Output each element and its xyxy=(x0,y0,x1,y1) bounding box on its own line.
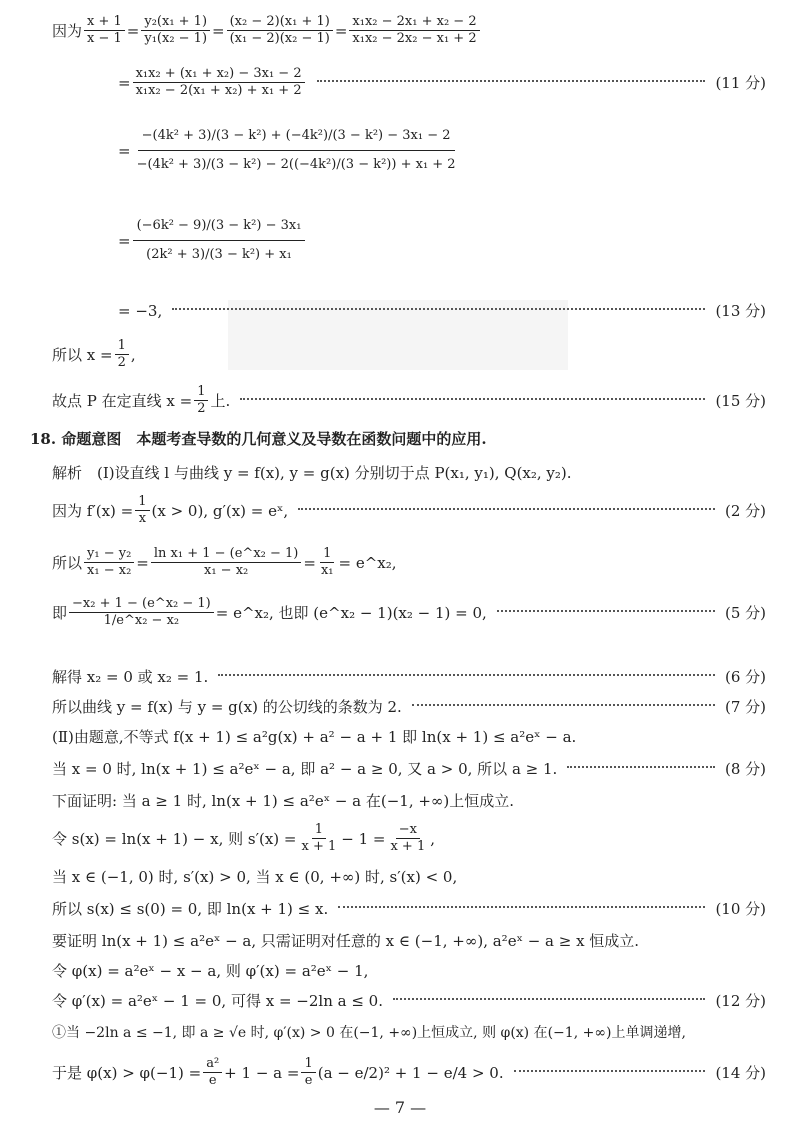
eq-line-17: 下面证明: 当 a ≥ 1 时, ln(x + 1) ≤ a²eˣ − a 在(−1, +∞)上恒成立. xyxy=(52,792,515,810)
score-label: (13 分) xyxy=(715,302,766,320)
fraction: $\frac{1}{\text{x₁}}$ xyxy=(320,546,334,579)
eq-line-10: 因为 f′(x) = $\frac{1}{x}$ (x > 0), g′(x) = eˣ, (2 分) xyxy=(52,494,766,527)
dot-leader xyxy=(172,308,705,310)
fraction: $\frac{\text{(−6k² − 9)/(3 − k²) − 3x₁}}{\text{(2k² + 3)/(3 − k²) + x₁}}$ xyxy=(133,212,306,270)
eq-line-3: = $\frac{\text{−(4k² + 3)/(3 − k²) + (−4k²)/(3 − k²) − 3x₁ − 2}}{\text{−(4k² + 3)/(3 − k²) − 2((−4k²)/(3 − k²)) + x₁ + 2}}$ xyxy=(0,122,800,180)
dot-leader xyxy=(218,674,715,676)
eq-line-5: = −3, (13 分) xyxy=(118,301,766,320)
eq-line-6: 所以 x = $\frac{1}{2}$ , xyxy=(52,338,136,371)
dot-leader xyxy=(497,610,715,612)
fraction: $\frac{1}{e}$ xyxy=(301,1056,315,1090)
score-label: (5 分) xyxy=(724,604,766,623)
fraction: $\frac{x + 1}{x - 1}$ xyxy=(84,14,125,48)
problem-18-header: 18. 命题意图 本题考查导数的几何意义及导数在函数问题中的应用. xyxy=(30,430,487,448)
fraction: $\frac{\text{(x₂ − 2)(x₁ + 1)}}{\text{(x₁ − 2)(x₂ − 1)}}$ xyxy=(227,14,333,48)
eq-line-18: 令 s(x) = ln(x + 1) − x, 则 s′(x) = $\frac{1}{x + 1}$ − 1 = $\frac{-x}{x + 1}$ , xyxy=(52,822,436,855)
eq-line-13: 解得 x₂ = 0 或 x₂ = 1. (6 分) xyxy=(52,668,766,686)
score-label: (6 分) xyxy=(724,668,766,686)
score-label: (2 分) xyxy=(724,502,766,521)
dot-leader xyxy=(514,1070,706,1072)
fraction: $\frac{\text{x₁x₂ + (x₁ + x₂) − 3x₁ − 2}}{\text{x₁x₂ − 2(x₁ + x₂) + x₁ + 2}}$ xyxy=(133,66,305,100)
eq-line-25: 于是 φ(x) > φ(−1) = $\frac{\text{a²}}{e}$ + 1 − a = $\frac{1}{e}$ (a − e/2)² + 1 − e/4 > 0. (14 分) xyxy=(52,1056,766,1089)
fraction: $\frac{\text{y₁ − y₂}}{\text{x₁ − x₂}}$ xyxy=(84,546,134,580)
eq-line-4: = $\frac{\text{(−6k² − 9)/(3 − k²) − 3x₁}}{\text{(2k² + 3)/(3 − k²) + x₁}}$ xyxy=(0,212,800,270)
dot-leader xyxy=(240,398,705,400)
dot-leader xyxy=(412,704,715,706)
eq-line-12: 即 $\frac{\text{−x₂ + 1 − (e\textasciicircum{}x₂ − 1)}}{\text{1/e\textasciicircum{}x₂ − x₂}}$ = e^x₂, 也即 (e^x₂ − 1)(x₂ − 1) = 0, (5 分) xyxy=(52,596,766,629)
fraction: $\frac{\text{a²}}{e}$ xyxy=(203,1056,222,1090)
score-label: (11 分) xyxy=(715,74,766,93)
eq-line-15: (Ⅱ)由题意,不等式 f(x + 1) ≤ a²g(x) + a² − a + 1 即 ln(x + 1) ≤ a²eˣ − a. xyxy=(52,728,577,746)
fraction: $\frac{\text{ln x₁ + 1 − (e\textasciicircum{}x₂ − 1)}}{\text{x₁ − x₂}}$ xyxy=(151,546,302,580)
fraction: $\frac{\text{−x₂ + 1 − (e\textasciicircum{}x₂ − 1)}}{\text{1/e\textasciicircum{}x₂ − x₂}}$ xyxy=(69,596,214,630)
fraction: $\frac{-x}{x + 1}$ xyxy=(390,822,426,855)
fraction: $\frac{1}{x + 1}$ xyxy=(301,822,337,855)
dot-leader xyxy=(393,998,705,1000)
eq-line-16: 当 x = 0 时, ln(x + 1) ≤ a²eˣ − a, 即 a² − a ≥ 0, 又 a > 0, 所以 a ≥ 1. (8 分) xyxy=(52,760,766,778)
score-label: (8 分) xyxy=(724,760,766,778)
page-number: — 7 — xyxy=(373,1098,427,1117)
fraction: $\frac{\text{x₁x₂ − 2x₁ + x₂ − 2}}{\text{x₁x₂ − 2x₂ − x₁ + 2}}$ xyxy=(349,14,479,48)
score-label: (15 分) xyxy=(715,392,766,411)
fraction: $\frac{1}{2}$ xyxy=(194,384,208,418)
fraction: $\frac{\text{y₂(x₁ + 1)}}{\text{y₁(x₂ − 1)}}$ xyxy=(141,14,210,48)
dot-leader xyxy=(567,766,715,768)
eq-line-24: ①当 −2ln a ≤ −1, 即 a ≥ √e 时, φ′(x) > 0 在(−1, +∞)上恒成立, 则 φ(x) 在(−1, +∞)上单调递增, xyxy=(52,1025,686,1041)
eq-line-21: 要证明 ln(x + 1) ≤ a²eˣ − a, 只需证明对任意的 x ∈ (−1, +∞), a²eˣ − a ≥ x 恒成立. xyxy=(52,932,640,950)
dot-leader xyxy=(338,906,705,908)
analysis-line: 解析 (Ⅰ)设直线 l 与曲线 y = f(x), y = g(x) 分别切于点 P(x₁, y₁), Q(x₂, y₂). xyxy=(52,464,572,482)
dot-leader xyxy=(317,80,706,82)
dot-leader xyxy=(298,508,715,510)
eq-line-7: 故点 P 在定直线 x = $\frac{1}{2}$ 上. (15 分) xyxy=(52,384,766,417)
eq-line-22: 令 φ(x) = a²eˣ − x − a, 则 φ′(x) = a²eˣ − 1, xyxy=(52,962,369,980)
eq-line-19: 当 x ∈ (−1, 0) 时, s′(x) > 0, 当 x ∈ (0, +∞) 时, s′(x) < 0, xyxy=(52,868,458,886)
score-label: (12 分) xyxy=(715,992,766,1010)
eq-line-23: 令 φ′(x) = a²eˣ − 1 = 0, 可得 x = −2ln a ≤ 0. (12 分) xyxy=(52,992,766,1010)
score-label: (7 分) xyxy=(724,698,766,716)
score-label: (14 分) xyxy=(715,1064,766,1083)
fraction: $\frac{\text{−(4k² + 3)/(3 − k²) + (−4k²)/(3 − k²) − 3x₁ − 2}}{\text{−(4k² + 3)/(3 − k²) − 2((−4k²)/(3 − k²)) + x₁ + 2}}$ xyxy=(133,122,460,180)
eq-line-20: 所以 s(x) ≤ s(0) = 0, 即 ln(x + 1) ≤ x. (10 分) xyxy=(52,900,766,918)
eq-line-2: = $\frac{\text{x₁x₂ + (x₁ + x₂) − 3x₁ − 2}}{\text{x₁x₂ − 2(x₁ + x₂) + x₁ + 2}}$ (11 分) xyxy=(118,66,766,99)
fraction: $\frac{1}{x}$ xyxy=(135,494,149,528)
score-label: (10 分) xyxy=(715,900,766,918)
fraction: $\frac{1}{2}$ xyxy=(115,338,129,372)
eq-line-11: 所以 $\frac{\text{y₁ − y₂}}{\text{x₁ − x₂}}$ = $\frac{\text{ln x₁ + 1 − (e\textasciicircum{}x₂ − 1)}}{\text{x₁ − x₂}}$ = $\frac{1}{\text{x₁}}$ = e^x₂, xyxy=(52,546,397,579)
eq-line-14: 所以曲线 y = f(x) 与 y = g(x) 的公切线的条数为 2. (7 分) xyxy=(52,698,766,716)
eq-line-1: 因为 $\frac{x + 1}{x - 1}$ = $\frac{\text{y₂(x₁ + 1)}}{\text{y₁(x₂ − 1)}}$ = $\frac{\text{(x₂ − 2)(x₁ + 1)}}{\text{(x₁ − 2)(x₂ − 1)}}$ = $\frac{\text{x₁x₂ − 2x₁ + x₂ − 2}}{\text{x₁x₂ − 2x₂ − x₁ + 2}}$ xyxy=(0,14,800,48)
